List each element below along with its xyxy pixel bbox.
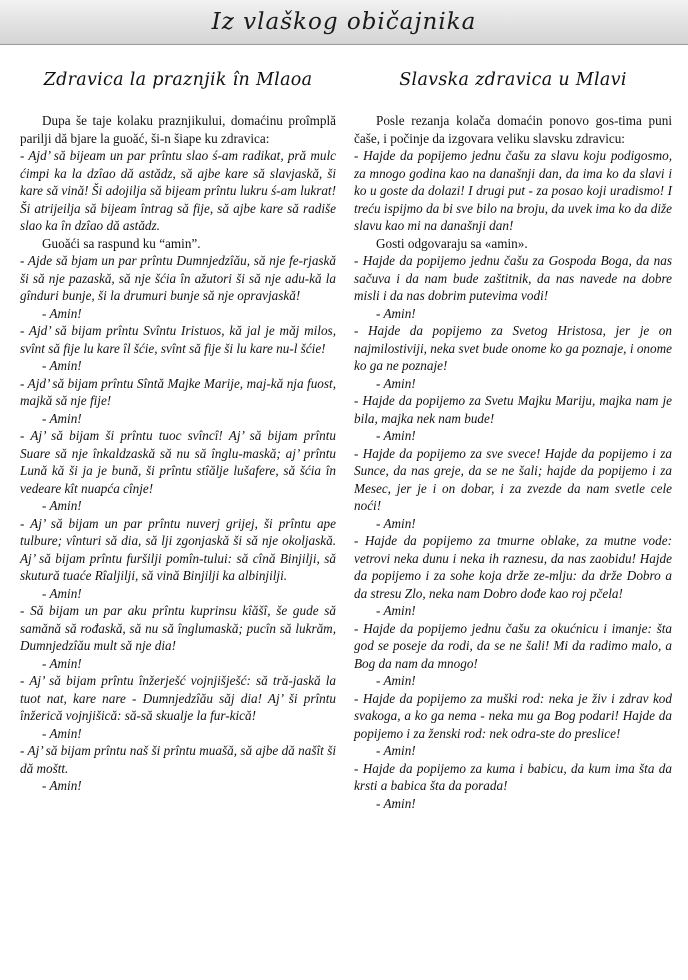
left-amin: - Amin! [42, 585, 82, 601]
left-paragraph: - Ajd’ să bijam prîntu Svîntu Iristuos, kă jal je măj milos, svînt să fije lu kare îl šćie, svînt să fije ši lu kare nu-l šćie! [20, 323, 336, 356]
left-column [20, 66, 336, 795]
right-amin: - Amin! [376, 375, 416, 391]
right-column [354, 66, 672, 812]
right-paragraph: - Hajde da popijemo za sve svece! Hajde da popijemo i za Sunce, da nas greje, da se ne šali; hajde da popijemo i za Mesec, jer je i on dobar, i za zvezde da nam svetle cele noći! [354, 445, 672, 513]
right-amin: - Amin! [376, 428, 416, 443]
right-paragraph: - Hajde da popijemo za tmurne oblake, za mutne vode: vetrovi neka dunu i neka ih raznesu, da nas zaobidu! Hajde da popijemo i za sohe koja drže ze-mlju: da drže Dobro a da stresu Zlo, neka nam Dobro dođe kao roj pčela! [354, 533, 672, 601]
left-paragraph: - Ajde să bjam un par prîntu Dumnjedzîău, să nje fe-rjaskă ši să nje pazaskă, să nje šćia în ažutori ši să nje adu-kă la gînduri bunje, ši la drumuri bunje să nje opravjaskă! [20, 253, 336, 303]
right-paragraph: - Hajde da popijemo jednu čašu za slavu koju podigosmo, za mnogo godina kao na današnji dan, da ima ko da slavi i ko u goste da dolazi! I drugi put - za posao koji uradismo! I treću ispijmo da bi sve bilo na broju, da uvek ima ko da diže slavu kao mi na današnji dan! [354, 148, 672, 233]
left-amin: - Amin! [42, 655, 82, 671]
left-paragraph: - Aj’ să bijam ši prîntu tuoc svîncî! Aj’ să bijam prîntu Suare să nje înkaldzaskă să nu să înglu-maskă; aj’ prîntu Lună kă ši ja je bună, ši prîntu stîălje lušafere, să šćia în vedeare kît nuapća cînje! [20, 428, 336, 496]
left-amin: - Amin! [42, 778, 82, 793]
left-paragraph: - Ajd’ să bijeam un par prîntu slao ś-am radikat, pră mulc ćimpi ka la dzîao dă astădz, să ajbe kare să slavjaskă, ši kare să vină! Ši adojilja să bijeam prîntu lukru ś-am lukrat! Ši atrijeilja să bijeam întrag să fije, să ajbe kare să radiše slao ka în dzîao dă astădz. [20, 148, 336, 233]
right-amin: - Amin! [376, 515, 416, 531]
right-amin: - Amin! [376, 305, 416, 321]
left-intro: Dupa še taje kolaku praznjikului, domaćinu proîmplă parilji dă bjare la guoăć, ši-n šiape ku zdravica: [20, 113, 336, 146]
left-response: Guoăći sa raspund ku “amin”. [42, 235, 201, 251]
right-paragraph: - Hajde da popijemo za kuma i babicu, da kum ima šta da krsti a babica šta da porada! [354, 760, 672, 793]
right-paragraph: - Hajde da popijemo jednu čašu za okućnicu i imanje: šta god se poseje da rodi, da se ne šali! Mi da radimo malo, a Bog da nam da mnogo! [354, 620, 672, 671]
left-paragraph: - Să bijam un par aku prîntu kuprinsu kîăšî, še gude să samănă să rođaskă, să nu să înglumaskă; pucîn să lukrăm, Dumnjedzîău mult să nje dia! [20, 603, 336, 653]
left-amin: - Amin! [42, 725, 82, 741]
right-paragraph: - Hajde da popijemo jednu čašu za Gospoda Boga, da nas sačuva i da nam bude zaštitnik, da nas navede na dobre misli i da nas dobrim putevima vodi! [354, 253, 672, 303]
right-amin: - Amin! [376, 743, 416, 758]
right-amin: - Amin! [376, 673, 416, 688]
right-amin: - Amin! [376, 603, 416, 618]
page-header [0, 0, 688, 45]
left-amin: - Amin! [42, 305, 82, 321]
left-paragraph: - Aj’ să bijam prîntu înžerješć vojnjišješć: să tră-jaskă la tuot nat, kare nare - Dumnjedzîău săj dia! Aj’ ši prîntu înžerică vojnjišică: să-să skualje la fur-kică! [20, 673, 336, 723]
right-paragraph: - Hajde da popijemo za muški rod: neka je živ i zdrav kod svakoga, a ko ga nema - neka mu ga Bog podari! Hajde da popijemo i za ženski rod: nek odra-ste do preslice! [354, 690, 672, 741]
right-intro: Posle rezanja kolača domaćin ponovo gos-tima puni čaše, i počinje da izgovara veliku slavsku zdravicu: [354, 113, 672, 146]
left-paragraph: - Ajd’ să bijam prîntu Sîntă Majke Marije, maj-kă nja fuost, majkă să nje fije! [20, 375, 336, 408]
right-paragraph: - Hajde da popijemo za Svetu Majku Mariju, majka nam je bila, majka nek nam bude! [354, 393, 672, 426]
left-amin: - Amin! [42, 410, 82, 426]
left-column-title: Zdravica la praznjik în Mlaoa [43, 70, 313, 90]
left-paragraph: - Aj’ să bijam prîntu naš ši prîntu muašă, să ajbe dă našît ši dă moštt. [20, 743, 336, 776]
right-paragraph: - Hajde da popijemo za Svetog Hristosa, jer je on najmilostiviji, neka svet bude onome ko ga poznaje, i onome ko ga ne poznaje! [354, 323, 672, 373]
right-column-title: Slavska zdravica u Mlavi [399, 70, 627, 90]
header-title: Iz vlaškog običajnika [211, 9, 477, 35]
left-amin: - Amin! [42, 358, 82, 373]
left-paragraph: - Aj’ să bijam un par prîntu nuverj grijej, ši prîntu ape tulbure; vînturi să dia, să lji zgonjaskă ši să nje okoljaskă. Aj’ să bijam prîntu furšilji pomîn-tului: să cînă Binjilji, să skutură tuaće Rîaljilji, să vină Binjilji ka albinjilji. [20, 515, 336, 583]
left-amin: - Amin! [42, 498, 82, 513]
right-amin: - Amin! [376, 795, 416, 811]
right-response: Gosti odgovaraju sa «amin». [376, 235, 528, 251]
